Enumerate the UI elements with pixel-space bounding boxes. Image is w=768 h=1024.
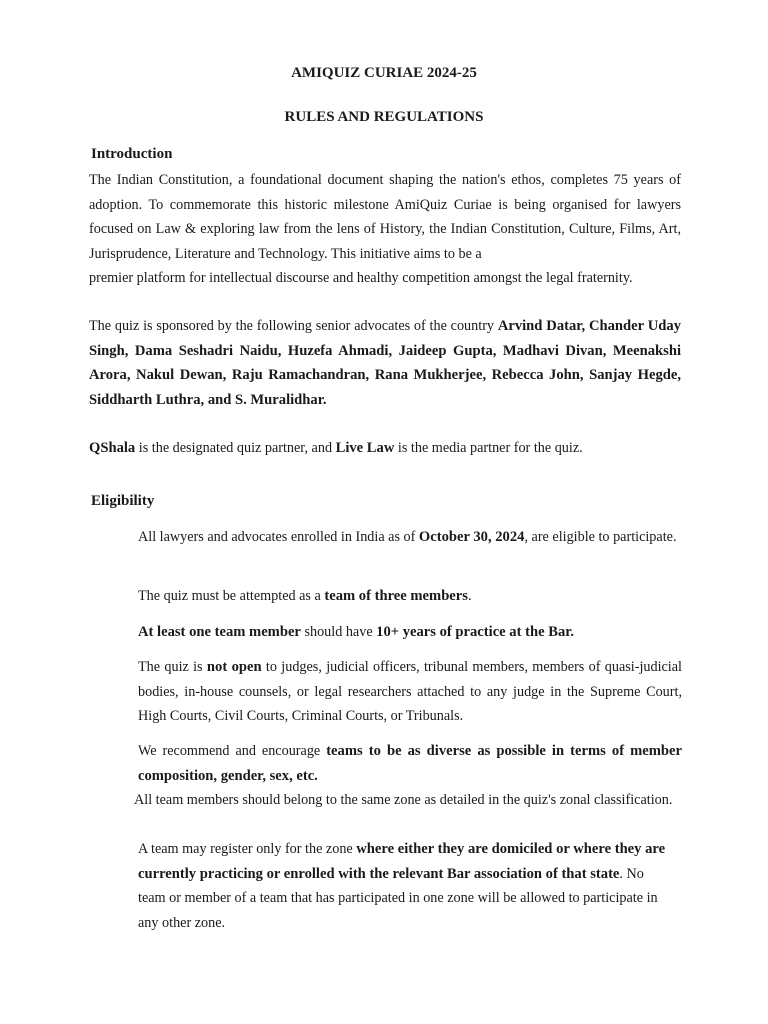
item1-date: October 30, 2024 <box>418 529 525 545</box>
item4-text-pre: The quiz is <box>138 659 207 675</box>
document-subtitle: RULES AND REGULATIONS <box>284 109 484 125</box>
item2-text-pre: The quiz must be attempted as a <box>138 588 325 604</box>
eligibility-heading: Eligibility <box>91 493 155 509</box>
media-partner-name: Live Law <box>335 440 395 456</box>
item1-text-pre: All lawyers and advocates enrolled in India as of <box>138 529 419 545</box>
item4-text-post: to judges, judicial officers, tribunal members, members of quasi-judicial bodies, in-house counsels, or legal researchers attached to any judge in the Supreme Court, High Courts, Civil Courts, Criminal Courts, or Tribunals. <box>138 659 682 724</box>
eligibility-item-experience <box>138 620 682 645</box>
eligibility-item-diversity <box>138 739 682 788</box>
sponsor-paragraph <box>89 314 681 412</box>
item3-bold-1: At least one team member <box>138 624 301 640</box>
eligibility-item-same-zone: All team members should belong to the same zone as detailed in the quiz's zonal classification. <box>134 792 673 808</box>
item7-bold: where either they are domiciled or where they are currently practicing or enrolled with the relevant Bar association of that state <box>138 841 666 882</box>
item7-text-post: . No team or member of a team that has participated in one zone will be allowed to participate in any other zone. <box>138 865 658 931</box>
item1-text-post: , are eligible to participate. <box>524 529 677 545</box>
item7-text-pre: A team may register only for the zone <box>138 841 357 857</box>
introduction-paragraph-last-line: premier platform for intellectual discourse and healthy competition amongst the legal fraternity. <box>89 270 633 286</box>
introduction-heading: Introduction <box>91 146 173 162</box>
partner-text-mid: is the designated quiz partner, and <box>135 440 336 456</box>
sponsor-names: Arvind Datar, Chander Uday Singh, Dama Seshadri Naidu, Huzefa Ahmadi, Jaideep Gupta, Madhavi Divan, Meenakshi Arora, Nakul Dewan, Raju Ramachandran, Rana Mukherjee, Rebecca John, Sanjay Hegde, Siddharth Luthra, and S. Muralidhar. <box>89 318 682 408</box>
item3-bold-2: 10+ years of practice at the Bar. <box>376 624 575 640</box>
quiz-partner-name: QShala <box>89 440 136 456</box>
item2-bold: team of three members <box>324 588 468 604</box>
item3-text-mid: should have <box>300 624 377 640</box>
introduction-paragraph: The Indian Constitution, a foundational document shaping the nation's ethos, completes 75 years of adoption. To commemorate this historic milestone AmiQuiz Curiae is being organised for lawyers focused on Law & exploring law from the lens of History, the Indian Constitution, Culture, Films, Art, Jurisprudence, Literature and Technology. This initiative aims to be a <box>89 172 681 262</box>
item4-bold: not open <box>206 659 262 675</box>
item2-text-post: . <box>467 588 472 604</box>
item5-text-pre: We recommend and encourage <box>138 743 327 759</box>
sponsor-prefix: The quiz is sponsored by the following senior advocates of the country <box>89 318 498 334</box>
eligibility-item-enrollment <box>138 525 682 550</box>
item5-bold: teams to be as diverse as possible in terms of member composition, gender, sex, etc. <box>138 743 682 784</box>
partner-text-end: is the media partner for the quiz. <box>394 440 583 456</box>
partner-paragraph <box>89 436 681 461</box>
eligibility-item-team-size <box>138 584 682 609</box>
document-title: AMIQUIZ CURIAE 2024-25 <box>291 65 477 81</box>
eligibility-item-zone-registration <box>138 837 668 935</box>
eligibility-item-exclusions <box>138 655 682 729</box>
